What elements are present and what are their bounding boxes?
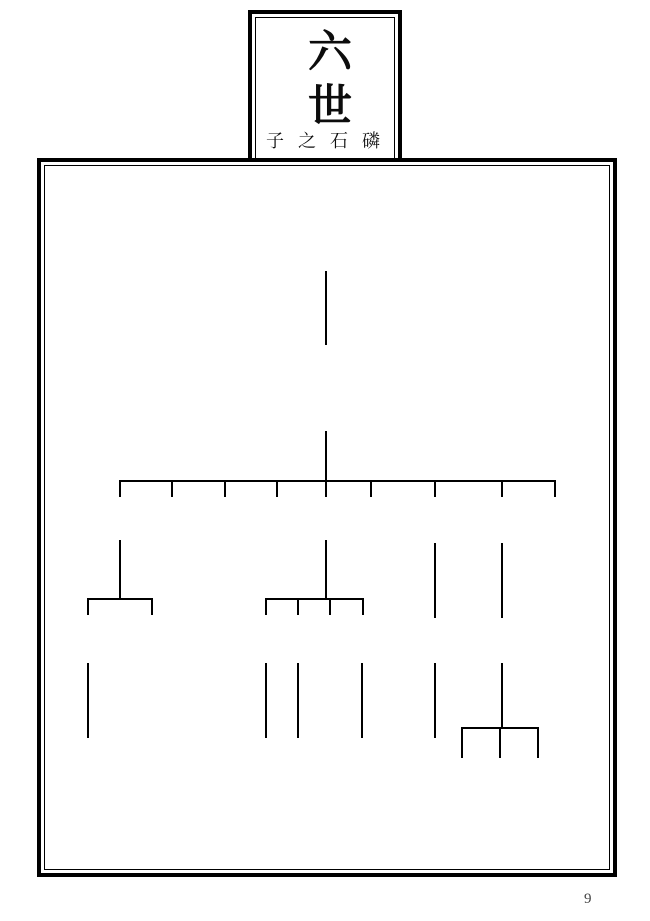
connector-su-sons xyxy=(501,663,503,727)
generation-title-box xyxy=(248,10,402,158)
tick-kuan xyxy=(224,480,226,497)
lineage-note: 子之石磷 xyxy=(266,131,394,151)
tick-gang xyxy=(297,598,299,615)
connector-xin-su xyxy=(501,543,503,618)
bracket-yi-sons xyxy=(265,598,364,600)
tick-hui xyxy=(119,480,121,497)
tick-xin xyxy=(501,480,503,497)
main-frame xyxy=(37,158,617,877)
tick-zhi xyxy=(434,480,436,497)
tick-yi xyxy=(325,480,327,497)
tick-ru xyxy=(151,598,153,615)
tick-li xyxy=(370,480,372,497)
connector-yi-sons xyxy=(325,540,327,598)
tick-xuan xyxy=(461,727,463,758)
connector-hui-sons xyxy=(119,540,121,598)
tick-huan xyxy=(499,727,501,758)
connector-wen-dayu xyxy=(361,663,363,738)
connector-wenzheng-sons xyxy=(325,431,327,480)
connector-gang-dongjin xyxy=(297,663,299,738)
bracket-generation7 xyxy=(119,480,556,482)
tick-bing xyxy=(537,727,539,758)
tick-wei xyxy=(265,598,267,615)
connector-zhi-ji xyxy=(434,543,436,618)
connector-ji-dongming xyxy=(434,663,436,738)
bracket-hui-sons xyxy=(87,598,153,600)
generation-title: 六世 xyxy=(301,28,350,136)
tick-feng xyxy=(87,598,89,615)
page-number: 9 xyxy=(584,891,592,907)
tick-duo xyxy=(554,480,556,497)
connector-wei-dongfeng xyxy=(265,663,267,738)
main-frame-inner-rule xyxy=(44,165,610,870)
tick-min xyxy=(171,480,173,497)
tick-lun xyxy=(329,598,331,615)
tick-gong xyxy=(276,480,278,497)
connector-hong-wenzheng xyxy=(325,271,327,345)
tick-wen xyxy=(362,598,364,615)
connector-feng-guangji xyxy=(87,663,89,738)
